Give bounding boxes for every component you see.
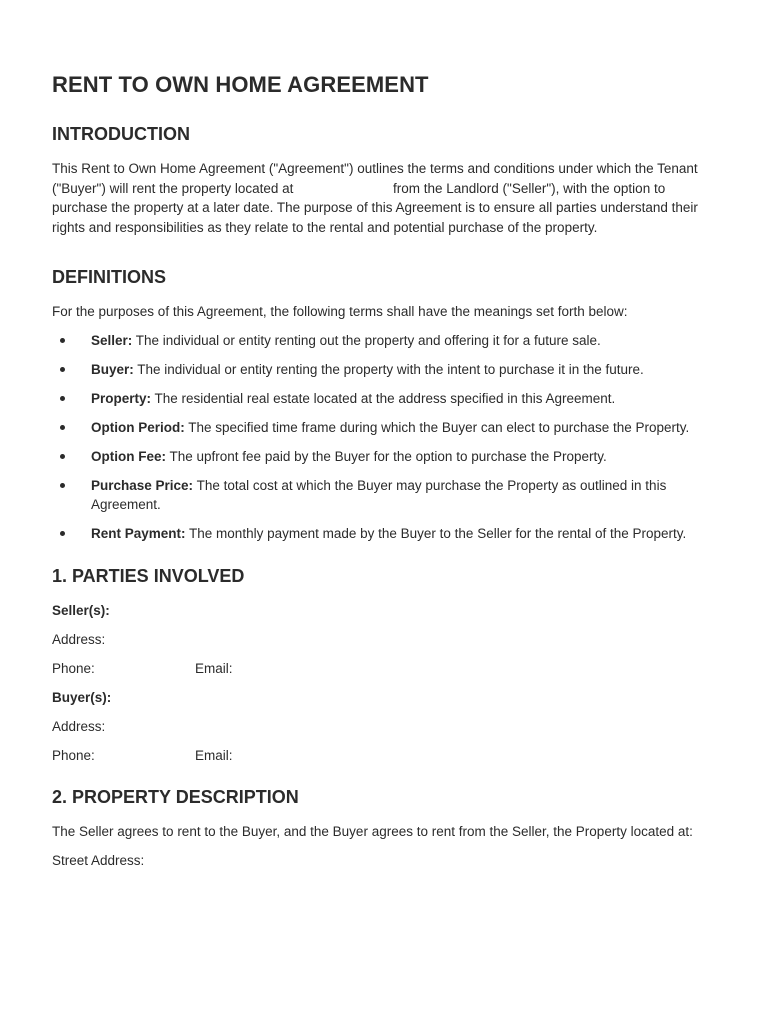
bullet-icon	[60, 454, 65, 459]
definition-item-option-period	[52, 418, 718, 438]
seller-email-label[interactable]: Email:	[195, 660, 233, 676]
definition-text: The residential real estate located at the address specified in this Agreement.	[151, 390, 616, 406]
introduction-paragraph	[52, 159, 718, 237]
bullet-icon	[60, 396, 65, 401]
introduction-section	[52, 124, 718, 237]
buyer-label: Buyer(s):	[52, 689, 112, 705]
buyer-phone-label[interactable]: Phone:	[52, 747, 95, 763]
definition-term: Seller:	[91, 332, 133, 348]
definitions-section	[52, 267, 718, 544]
definition-term: Property:	[91, 390, 152, 406]
bullet-icon	[60, 425, 65, 430]
street-address-label: Street Address:	[52, 853, 145, 868]
definitions-lead: For the purposes of this Agreement, the following terms shall have the meanings set forth below:	[52, 304, 628, 319]
street-address-field[interactable]	[52, 851, 718, 871]
bullet-icon	[60, 338, 65, 343]
bullet-icon	[60, 367, 65, 372]
seller-contact-row	[52, 659, 718, 679]
definition-item-buyer	[52, 360, 718, 380]
definition-item-purchase-price	[52, 476, 718, 515]
definition-text: The monthly payment made by the Buyer to the Seller for the rental of the Property.	[185, 526, 687, 541]
definition-item-option-fee	[52, 447, 718, 467]
buyer-email-label[interactable]: Email:	[195, 747, 233, 763]
seller-label: Seller(s):	[52, 602, 110, 618]
introduction-text-part1: This Rent to Own Home Agreement ("Agreement") outlines the terms and conditions under which the Tenant ("Buyer") will rent the property located at	[52, 161, 698, 196]
definitions-list	[52, 331, 718, 544]
definition-text: The specified time frame during which the Buyer can elect to purchase the Property.	[184, 419, 690, 435]
buyer-address-field[interactable]	[52, 717, 718, 737]
introduction-text-part2: from the Landlord ("Seller"), with the option to purchase the property at a later date. The purpose of this Agreement is to ensure all parties understand their rights and responsibilities as they relate to the rental and potential purchase of the property.	[52, 180, 698, 235]
definition-text: The upfront fee paid by the Buyer for the option to purchase the Property.	[166, 448, 607, 464]
property-description-section	[52, 787, 718, 871]
bullet-icon	[60, 531, 65, 536]
parties-section	[52, 566, 718, 766]
definition-term: Option Period:	[91, 419, 185, 435]
buyer-contact-row	[52, 746, 718, 766]
seller-phone-label[interactable]: Phone:	[52, 660, 95, 676]
buyer-address-label: Address:	[52, 718, 106, 734]
property-description-heading: 2. PROPERTY DESCRIPTION	[52, 787, 299, 807]
definition-item-seller	[52, 331, 718, 351]
bullet-icon	[60, 483, 65, 488]
definition-text: The total cost at which the Buyer may purchase the Property as outlined in this Agreement.	[91, 477, 667, 512]
introduction-heading: INTRODUCTION	[52, 124, 190, 144]
definition-text: The individual or entity renting the property with the intent to purchase it in the future.	[133, 361, 644, 377]
definition-term: Rent Payment:	[91, 526, 186, 541]
seller-address-label: Address:	[52, 631, 106, 647]
definition-term: Buyer:	[91, 361, 134, 377]
property-description-text: The Seller agrees to rent to the Buyer, and the Buyer agrees to rent from the Seller, the Property located at:	[52, 824, 693, 839]
seller-address-field[interactable]	[52, 630, 718, 650]
definitions-heading: DEFINITIONS	[52, 267, 167, 287]
definition-text: The individual or entity renting out the property and offering it for a future sale.	[132, 332, 601, 348]
parties-heading: 1. PARTIES INVOLVED	[52, 565, 245, 586]
definition-item-rent-payment	[52, 524, 718, 544]
definition-item-property	[52, 389, 718, 409]
definition-term: Option Fee:	[91, 448, 166, 464]
definition-term: Purchase Price:	[91, 477, 194, 493]
document-title: RENT TO OWN HOME AGREEMENT	[52, 72, 429, 97]
